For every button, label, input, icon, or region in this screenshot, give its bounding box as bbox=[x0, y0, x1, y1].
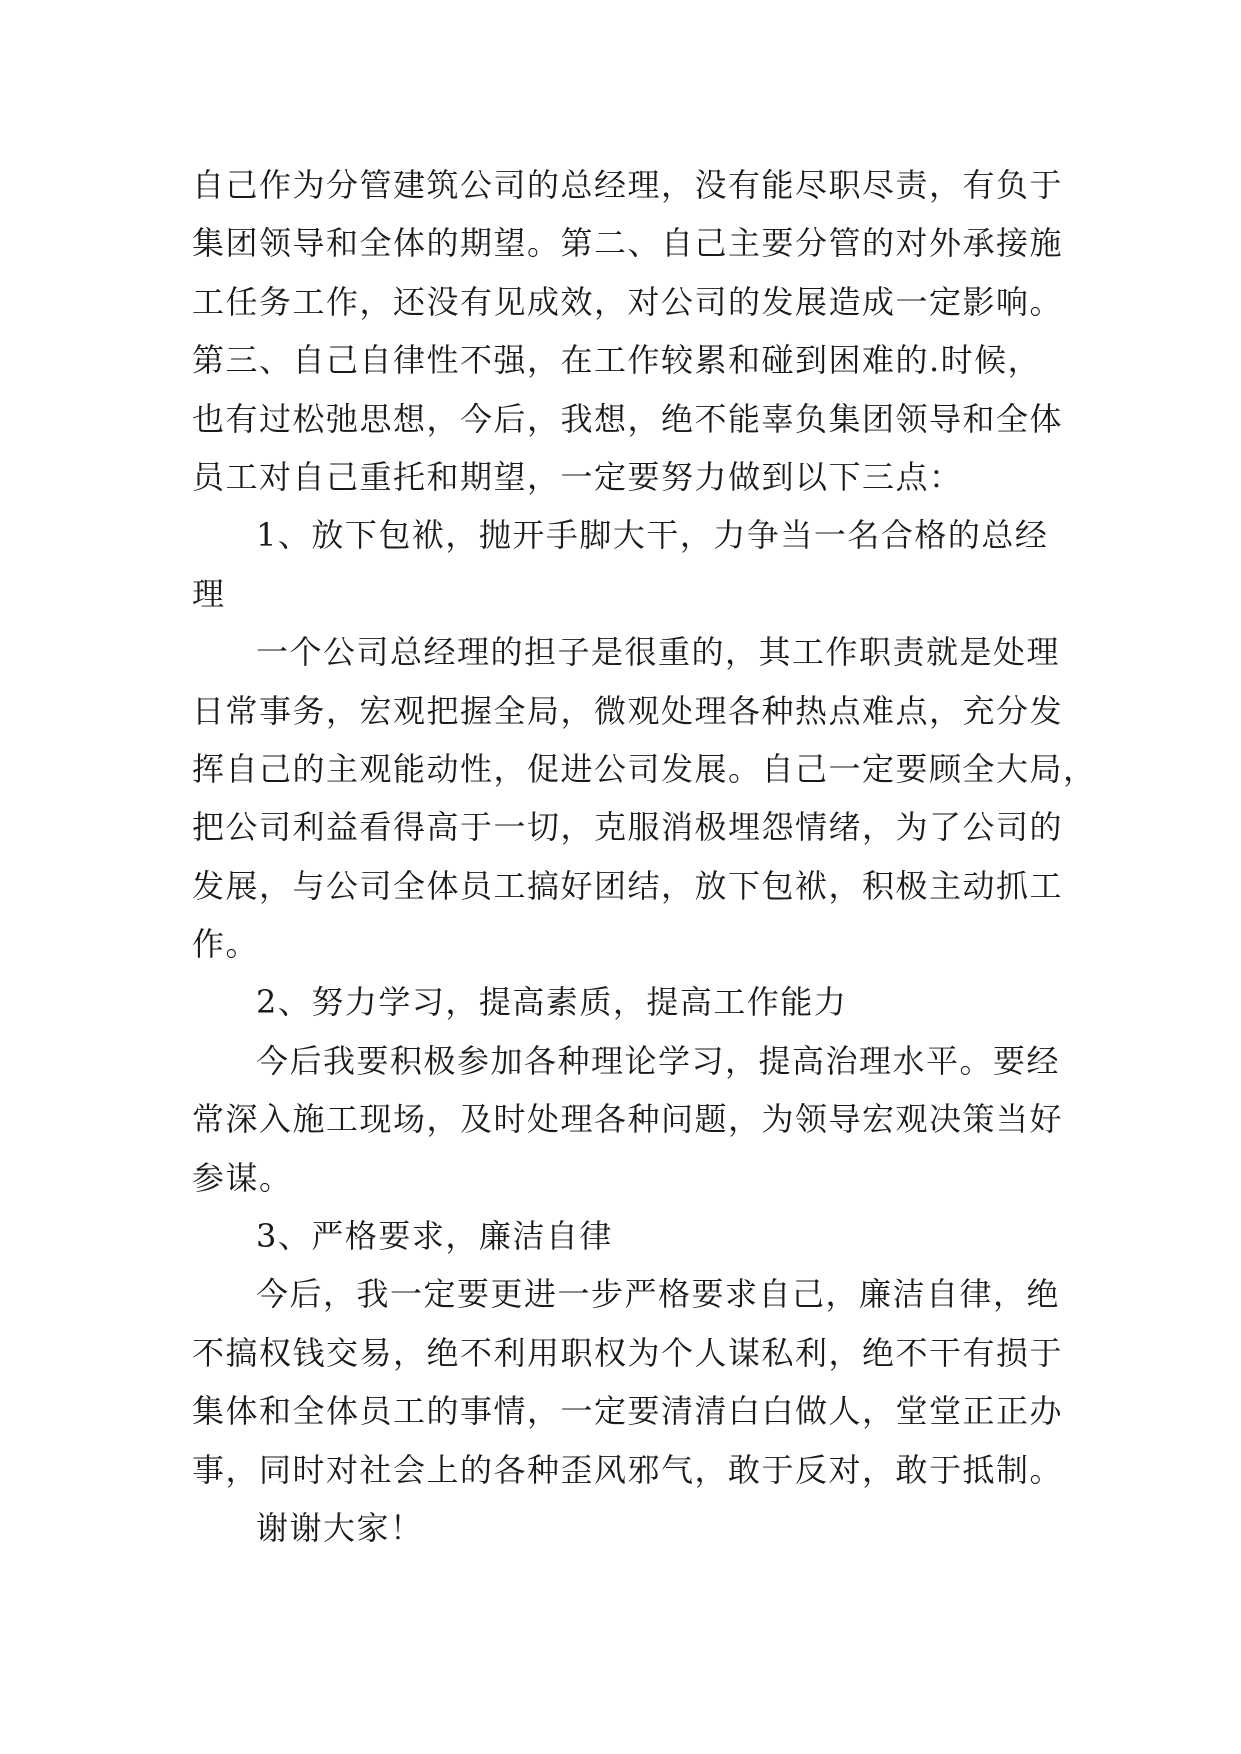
text-line: 员工对自己重托和期望，一定要努力做到以下三点： bbox=[192, 457, 963, 496]
text-line: 事，同时对社会上的各种歪风邪气，敢于反对，敢于抵制。 bbox=[192, 1450, 1064, 1489]
text-line: 一个公司总经理的担子是很重的，其工作职责就是处理 bbox=[256, 633, 1061, 672]
text-line: 第三、自己自律性不强，在工作较累和碰到困难的.时候， bbox=[192, 341, 1042, 380]
text-line: 1、放下包袱，抛开手脚大干，力争当一名合格的总经 bbox=[256, 516, 1049, 555]
text-line: 集体和全体员工的事情，一定要清清白白做人，堂堂正正办 bbox=[192, 1392, 1064, 1431]
text-line: 挥自己的主观能动性，促进公司发展。自己一定要顾全大局， bbox=[192, 749, 1097, 788]
text-line: 不搞权钱交易，绝不利用职权为个人谋私利，绝不干有损于 bbox=[192, 1333, 1064, 1372]
text-line: 把公司利益看得高于一切，克服消极埋怨情绪，为了公司的 bbox=[192, 808, 1064, 847]
text-line: 2、努力学习，提高素质，提高工作能力 bbox=[256, 983, 848, 1022]
document-body bbox=[192, 156, 1097, 1557]
text-line: 集团领导和全体的期望。第二、自己主要分管的对外承接施 bbox=[192, 224, 1064, 263]
text-line: 谢谢大家！ bbox=[256, 1508, 424, 1547]
text-line: 工任务工作，还没有见成效，对公司的发展造成一定影响。 bbox=[192, 282, 1064, 321]
text-line: 今后我要积极参加各种理论学习，提高治理水平。要经 bbox=[256, 1041, 1061, 1080]
text-line: 日常事务，宏观把握全局，微观处理各种热点难点，充分发 bbox=[192, 691, 1064, 730]
text-line: 发展，与公司全体员工搞好团结，放下包袱，积极主动抓工 bbox=[192, 866, 1064, 905]
text-line: 常深入施工现场，及时处理各种问题，为领导宏观决策当好 bbox=[192, 1100, 1064, 1139]
text-line: 参谋。 bbox=[192, 1158, 293, 1197]
text-line: 3、严格要求，廉洁自律 bbox=[256, 1217, 613, 1256]
text-line: 作。 bbox=[192, 925, 260, 964]
text-line: 自己作为分管建筑公司的总经理，没有能尽职尽责，有负于 bbox=[192, 166, 1064, 204]
text-line: 今后，我一定要更进一步严格要求自己，廉洁自律，绝 bbox=[256, 1275, 1061, 1314]
text-line: 也有过松弛思想，今后，我想，绝不能辜负集团领导和全体 bbox=[192, 399, 1064, 438]
text-line: 理 bbox=[192, 574, 226, 613]
